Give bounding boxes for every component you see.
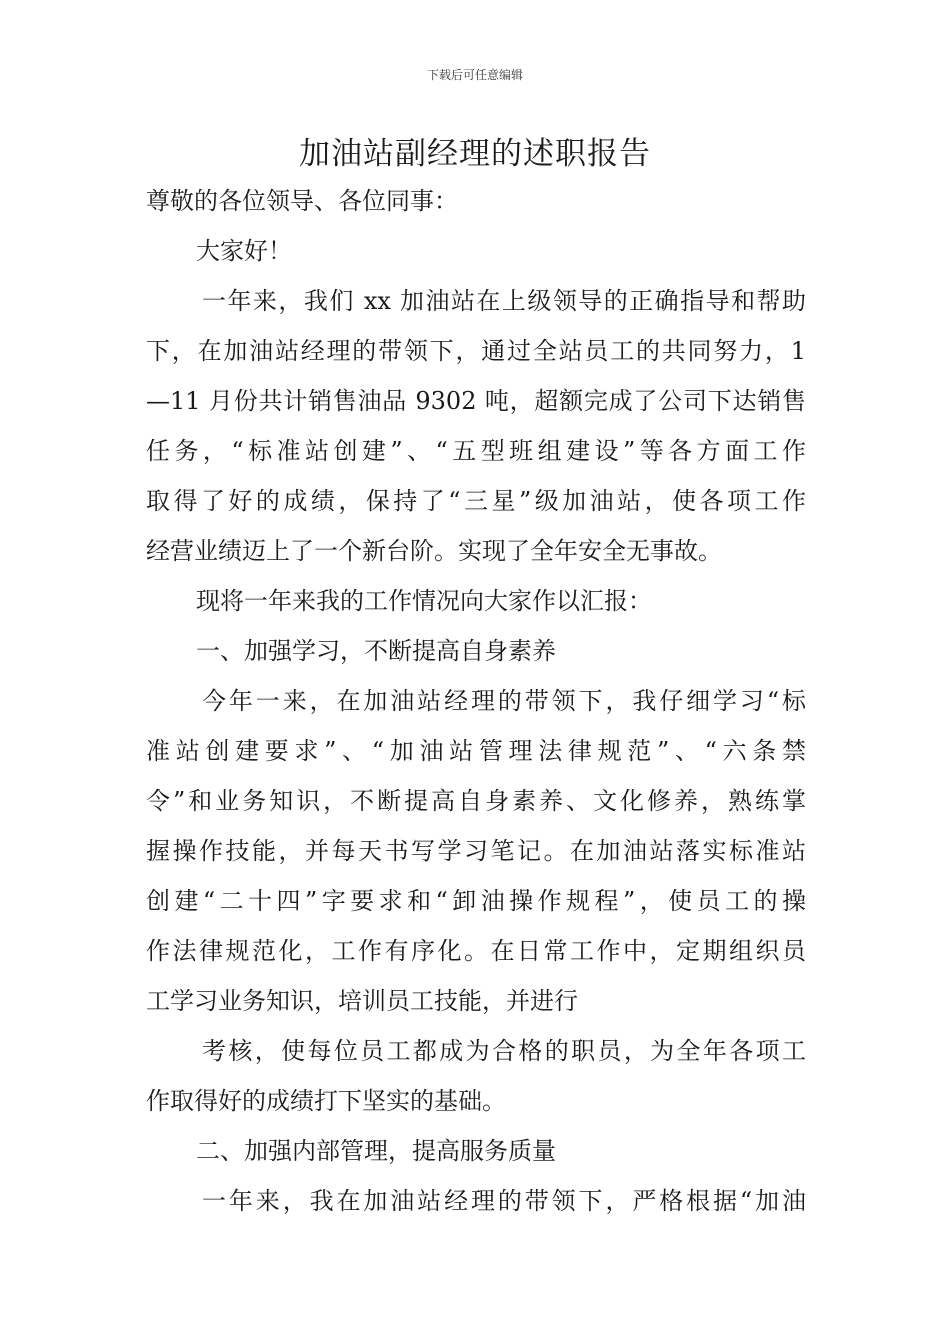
paragraph-line: 创建“二十四”字要求和“卸油操作规程”，使员工的操 bbox=[146, 887, 806, 915]
paragraph-line: 准站创建要求”、“加油站管理法律规范”、“六条禁 bbox=[146, 737, 806, 765]
paragraph-line: 考核，使每位员工都成为合格的职员，为全年各项工 bbox=[202, 1037, 806, 1065]
paragraph-line: 任务，“标准站创建”、“五型班组建设”等各方面工作 bbox=[146, 437, 806, 465]
paragraph-line: 作法律规范化，工作有序化。在日常工作中，定期组织员 bbox=[146, 937, 806, 965]
paragraph-line: 握操作技能，并每天书写学习笔记。在加油站落实标准站 bbox=[146, 837, 806, 865]
paragraph-line: —11 月份共计销售油品 9302 吨，超额完成了公司下达销售 bbox=[146, 387, 806, 415]
paragraph-line: 今年一来，在加油站经理的带领下，我仔细学习“标 bbox=[202, 687, 806, 715]
header-note: 下载后可任意编辑 bbox=[426, 68, 523, 82]
paragraph-line: 一年来，我们 xx 加油站在上级领导的正确指导和帮助 bbox=[202, 287, 806, 315]
paragraph-line: 一年来，我在加油站经理的带领下，严格根据“加油 bbox=[202, 1187, 806, 1215]
paragraph-line: 工学习业务知识，培训员工技能，并进行 bbox=[146, 987, 578, 1015]
section-heading: 一、加强学习，不断提高自身素养 bbox=[196, 637, 556, 665]
document-body bbox=[146, 176, 806, 1226]
paragraph-line: 经营业绩迈上了一个新台阶。实现了全年安全无事故。 bbox=[146, 537, 722, 565]
paragraph-line: 下，在加油站经理的带领下，通过全站员工的共同努力，1 bbox=[146, 337, 806, 365]
paragraph-line: 作取得好的成绩打下坚实的基础。 bbox=[146, 1087, 506, 1115]
paragraph-line: 令”和业务知识，不断提高自身素养、文化修养，熟练掌 bbox=[146, 787, 806, 815]
paragraph-line: 取得了好的成绩，保持了“三星”级加油站，使各项工作 bbox=[146, 487, 806, 515]
document-title: 加油站副经理的述职报告 bbox=[299, 136, 651, 172]
paragraph-line: 现将一年来我的工作情况向大家作以汇报： bbox=[196, 587, 652, 615]
greeting-line: 大家好！ bbox=[196, 237, 292, 265]
salutation-line: 尊敬的各位领导、各位同事： bbox=[146, 187, 458, 215]
section-heading: 二、加强内部管理，提高服务质量 bbox=[196, 1137, 556, 1165]
